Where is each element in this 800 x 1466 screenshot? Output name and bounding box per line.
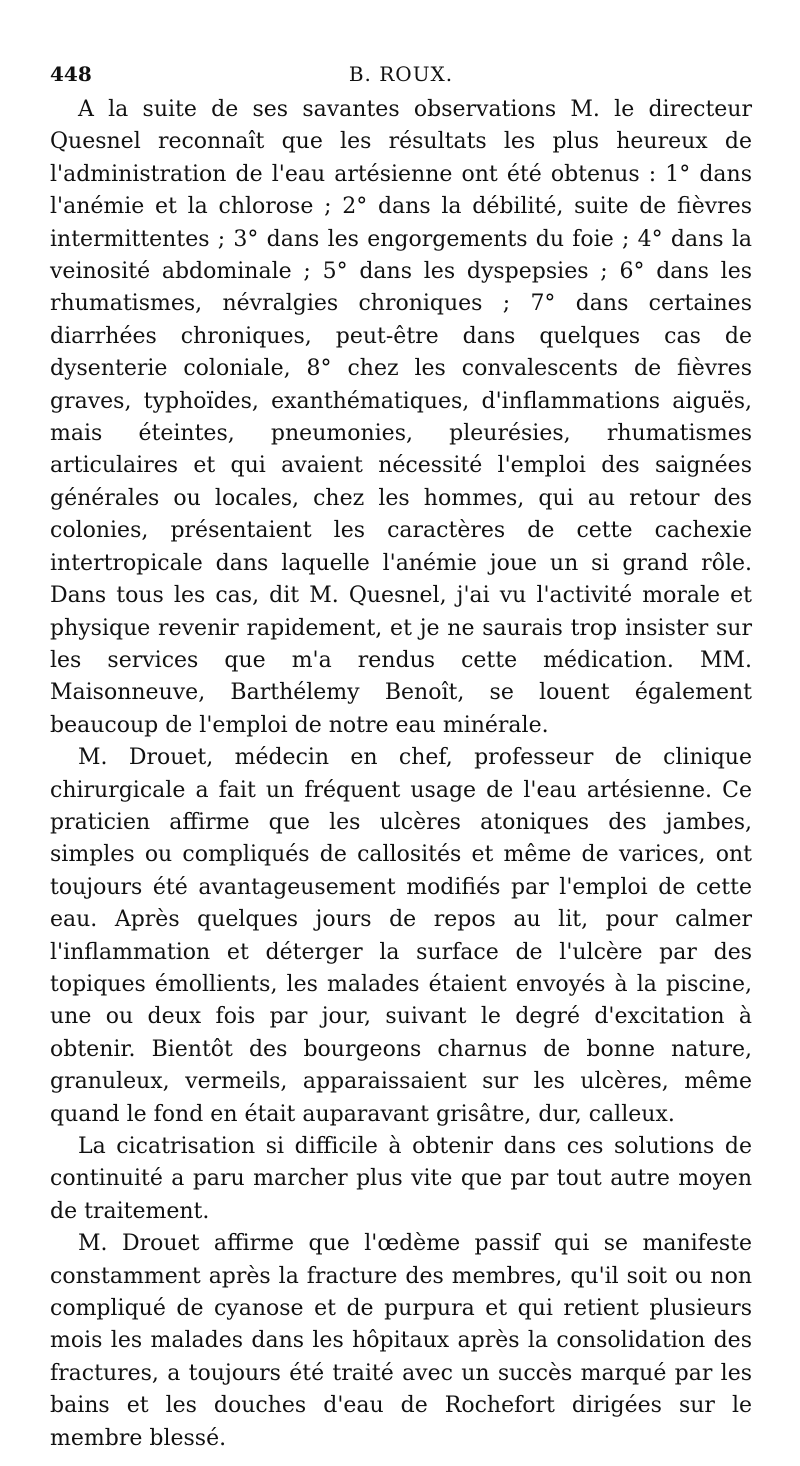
- paragraph-cicatrisation: La cicatrisation si difficile à obtenir dans ces solutions de continuité a paru marcher plus vite que par tout autre moyen de traitement.: [50, 1134, 752, 1224]
- running-head: B. ROUX.: [348, 62, 454, 86]
- page-number: 448: [50, 62, 92, 86]
- paragraph-quesnel: A la suite de ses savantes observations M. le directeur Quesnel reconnaît que les résultats les plus heureux de l'administration de l'eau artésienne ont été obtenus : 1° dans l'anémie et la chlorose ; 2° dans la débilité, suite de fièvres intermittentes ; 3° dans les engorgements du foie ; 4° dans la veinosité abdominale ; 5° dans les dyspepsies ; 6° dans les rhumatismes, névralgies chroniques ; 7° dans certaines diarrhées chroniques, peut-être dans quelques cas de dysenterie coloniale, 8° chez les convalescents de fièvres graves, typhoïdes, exanthématiques, d'inflammations aiguës, mais éteintes, pneumonies, pleurésies, rhumatismes articulaires et qui avaient nécessité l'emploi des saignées générales ou locales, chez les hommes, qui au retour des colonies, présentaient les caractères de cette cachexie intertropicale dans laquelle l'anémie joue un si grand rôle. Dans tous les cas, dit M. Quesnel, j'ai vu l'activité morale et physique revenir rapidement, et je ne saurais trop insister sur les services que m'a rendus cette médication. MM. Maisonneuve, Barthélemy Benoît, se louent également beaucoup de l'emploi de notre eau minérale.: [50, 97, 752, 738]
- paragraph-drouet-ulcers: M. Drouet, médecin en chef, professeur de clinique chirurgicale a fait un fréquent usage de l'eau artésienne. Ce praticien affirme que les ulcères atoniques des jambes, simples ou compliqués de callosités et même de varices, ont toujours été avantageusement modifiés par l'emploi de cette eau. Après quelques jours de repos au lit, pour calmer l'inflammation et déterger la surface de l'ulcère par des topiques émollients, les malades étaient envoyés à la piscine, une ou deux fois par jour, suivant le degré d'excitation à obtenir. Bientôt des bourgeons charnus de bonne nature, granuleux, vermeils, apparaissaient sur les ulcères, même quand le fond en était auparavant grisâtre, dur, calleux.: [50, 745, 752, 1127]
- page-header: [50, 58, 752, 90]
- body-text: [50, 94, 752, 1455]
- paragraph-drouet-oedema: M. Drouet affirme que l'œdème passif qui se manifeste constamment après la fracture des membres, qu'il soit ou non compliqué de cyanose et de purpura et qui retient plusieurs mois les malades dans les hôpitaux après la consolidation des fractures, a toujours été traité avec un succès marqué par les bains et les douches d'eau de Rochefort dirigées sur le membre blessé.: [50, 1231, 752, 1451]
